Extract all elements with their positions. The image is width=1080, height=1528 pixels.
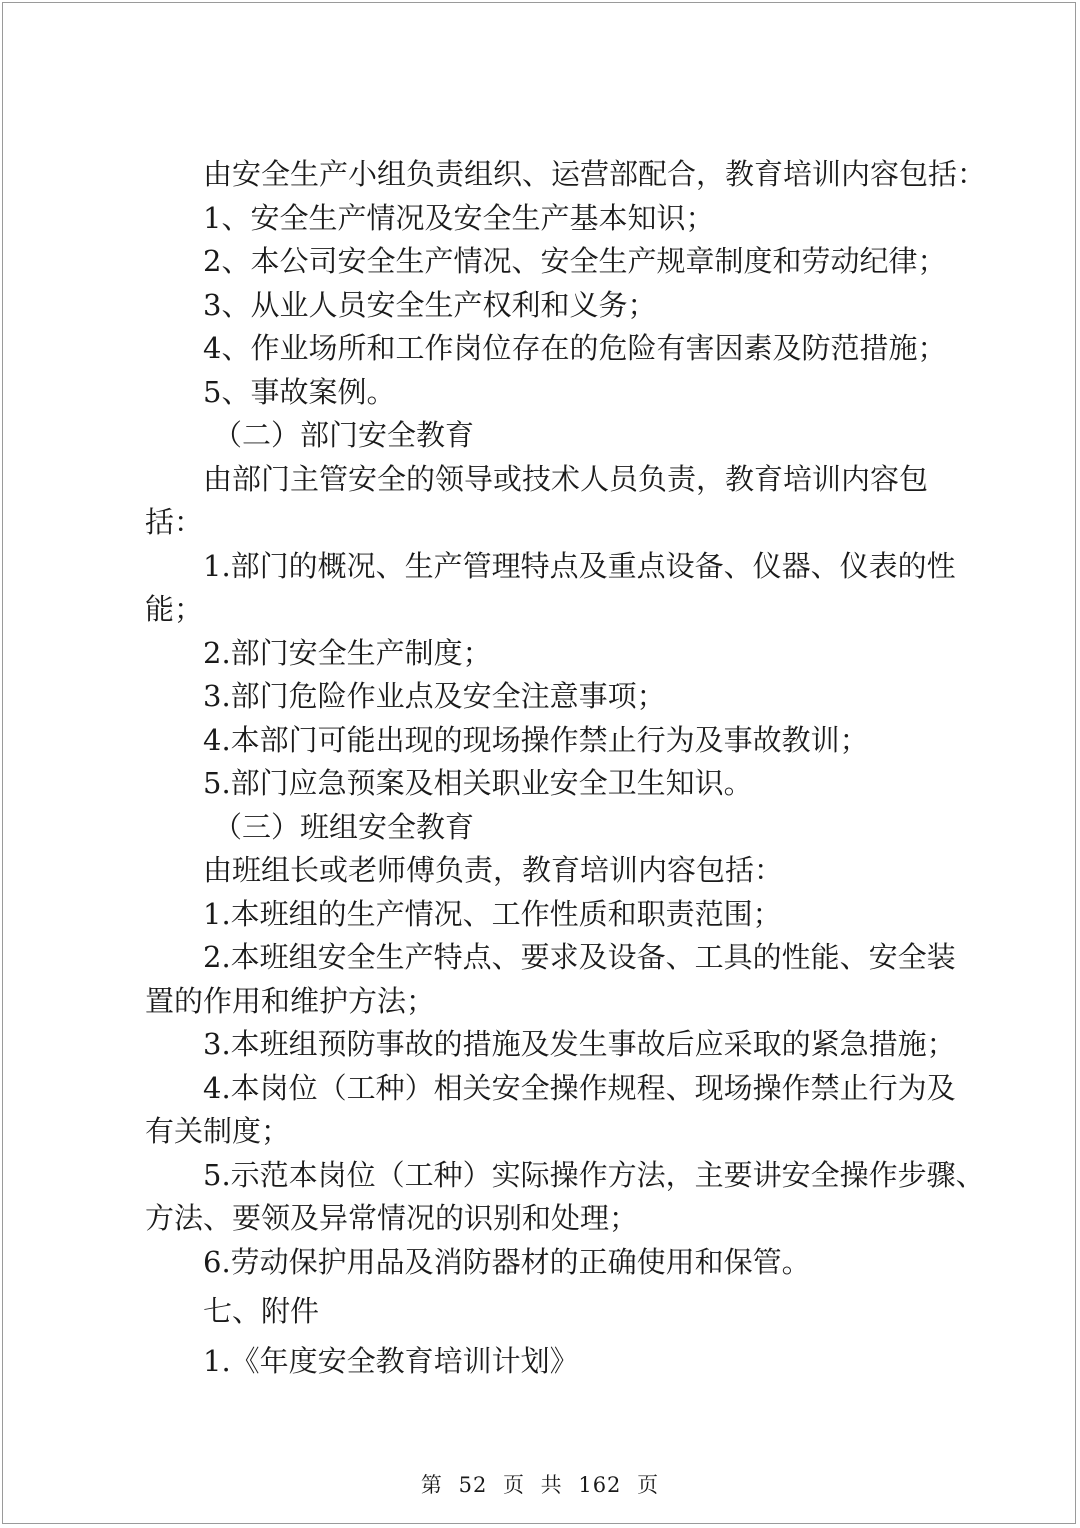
text-line: 置的作用和维护方法；: [145, 983, 436, 1018]
text-line: 4.本岗位（工种）相关安全操作规程、现场操作禁止行为及: [203, 1070, 956, 1105]
text-line: 5、事故案例。: [203, 374, 396, 409]
text-line: 3.部门危险作业点及安全注意事项；: [203, 679, 666, 713]
text-line: 由班组长或老师傅负责，教育培训内容包括：: [203, 853, 784, 887]
text-line: 由部门主管安全的领导或技术人员负责，教育培训内容包: [203, 461, 929, 496]
text-line: 2.部门安全生产制度；: [203, 635, 492, 670]
text-line: 方法、要领及异常情况的识别和处理；: [145, 1201, 639, 1235]
text-line: 5.示范本岗位（工种）实际操作方法，主要讲安全操作步骤、: [203, 1157, 985, 1192]
text-line: 1、安全生产情况及安全生产基本知识；: [203, 200, 715, 235]
text-line: 1.本班组的生产情况、工作性质和职责范围；: [203, 896, 782, 931]
text-line: 6.劳动保护用品及消防器材的正确使用和保管。: [203, 1244, 811, 1279]
text-line: （二）部门安全教育: [213, 418, 475, 452]
text-line: 有关制度；: [145, 1114, 291, 1148]
text-line: 4.本部门可能出现的现场操作禁止行为及事故教训；: [203, 722, 869, 757]
text-line: 3.本班组预防事故的措施及发生事故后应采取的紧急措施；: [203, 1027, 956, 1061]
text-line: 3、从业人员安全生产权利和义务；: [203, 287, 657, 322]
text-line: 能；: [145, 592, 204, 626]
text-line: 1.部门的概况、生产管理特点及重点设备、仪器、仪表的性: [203, 548, 956, 583]
text-line: （三）班组安全教育: [213, 809, 475, 844]
page-number-footer: 第 52 页 共 162 页: [420, 1473, 660, 1497]
text-line: 2.本班组安全生产特点、要求及设备、工具的性能、安全装: [203, 940, 956, 974]
text-line: 4、作业场所和工作岗位存在的危险有害因素及防范措施；: [203, 331, 947, 365]
text-line: 5.部门应急预案及相关职业安全卫生知识。: [203, 766, 753, 800]
text-line: 2、本公司安全生产情况、安全生产规章制度和劳动纪律；: [203, 244, 947, 278]
text-line: 括：: [145, 505, 204, 539]
text-line: 1.《年度安全教育培训计划》: [203, 1343, 579, 1378]
text-line: 七、附件: [203, 1294, 320, 1328]
document-body: [145, 153, 987, 1383]
text-line: 由安全生产小组负责组织、运营部配合，教育培训内容包括：: [203, 157, 987, 191]
